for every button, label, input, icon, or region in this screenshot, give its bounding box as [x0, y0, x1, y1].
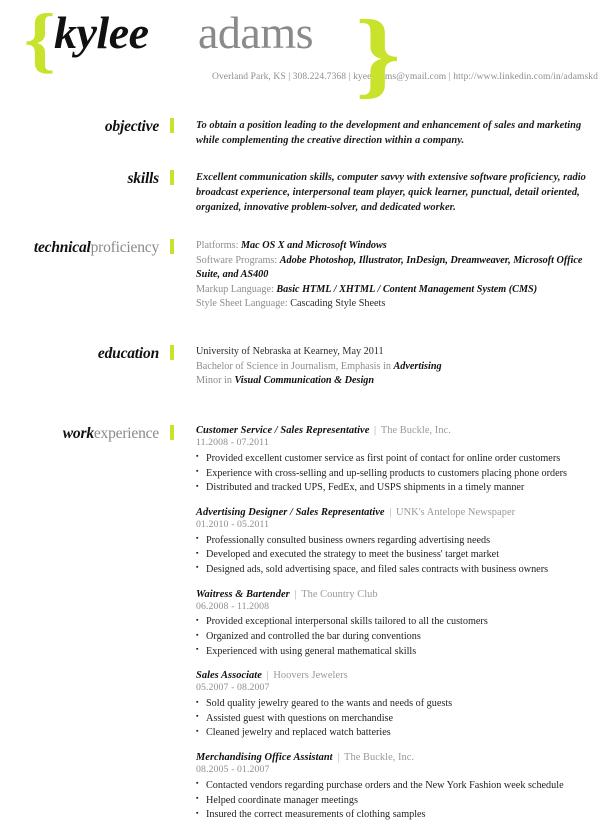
job-bullet: ▪ Contacted vendors regarding purchase orders and the New York Fashion week schedule — [196, 779, 596, 794]
job-dates: 11.2008 - 07.2011 — [196, 437, 269, 449]
job-bullet: ▪ Distributed and tracked UPS, FedEx, and USPS shipments in a timely manner — [196, 481, 596, 496]
objective-text: To obtain a position leading to the development and enhancement of sales and marketing while complementing the creative direction within a company. — [196, 120, 582, 147]
label-strong: technical — [33, 239, 91, 257]
technical-row-value: Adobe Photoshop, Illustrator, InDesign, Dreamweaver, Microsoft Office Suite, and AS400 — [196, 254, 583, 281]
job-separator: | — [334, 752, 343, 764]
section-content-technical — [174, 239, 596, 311]
job-bullet: ▪ Assisted guest with questions on merchandise — [196, 712, 596, 727]
technical-row — [196, 283, 596, 297]
section-content-skills — [174, 170, 596, 215]
job-entry — [196, 752, 596, 823]
minor-prefix: Minor in — [196, 375, 235, 387]
job-entry — [196, 425, 596, 496]
job-entry — [196, 507, 596, 578]
job-separator: | — [386, 506, 395, 518]
technical-row-value: Basic HTML / XHTML / Content Management System (CMS) — [276, 283, 538, 295]
job-title: Sales Associate — [196, 670, 262, 682]
job-header — [196, 670, 596, 681]
last-name: adams — [198, 7, 314, 58]
technical-row — [196, 239, 596, 253]
resume-header — [0, 0, 612, 107]
technical-row-key: Markup Language: — [196, 283, 277, 295]
job-header — [196, 589, 596, 600]
job-header — [196, 507, 596, 518]
technical-row-value: Cascading Style Sheets — [290, 298, 386, 310]
technical-row-key: Style Sheet Language: — [196, 298, 291, 310]
job-separator: | — [291, 588, 300, 600]
job-bullet: ▪ Designed ads, sold advertising space, and filed sales contracts with business owners — [196, 563, 596, 578]
job-bullet: ▪ Developed and executed the strategy to meet the business' target market — [196, 548, 596, 563]
job-title: Waitress & Bartender — [196, 588, 290, 600]
contact-line: Overland Park, KS | 308.224.7368 | kyeeadams@ymail.com | http://www.linkedin.com/in/adamskd — [212, 72, 598, 82]
technical-row-key: Software Programs: — [196, 254, 280, 266]
education-school: University of Nebraska at Kearney, May 2011 — [196, 345, 384, 357]
section-skills — [0, 170, 612, 215]
label-strong: objective — [104, 118, 159, 135]
section-content-objective — [174, 118, 596, 148]
job-separator: | — [263, 670, 272, 682]
minor-emphasis: Visual Communication & Design — [234, 375, 375, 387]
job-company: Hoovers Jewelers — [273, 670, 348, 682]
skills-text: Excellent communication skills, computer savvy with extensive software proficiency, radio broadcast experience, interpersonal team player, quick learner, punctual, detail oriented, organized, innovative problem-solver, and dedicated worker. — [196, 172, 586, 214]
job-entry — [196, 670, 596, 741]
job-header — [196, 425, 596, 436]
job-bullet: ▪ Provided exceptional interpersonal skills tailored to all the customers — [196, 615, 596, 630]
education-degree — [196, 360, 596, 375]
job-bullet-list — [196, 779, 596, 823]
section-label-work — [22, 425, 174, 443]
label-strong: skills — [127, 170, 159, 188]
job-company: The Country Club — [301, 588, 378, 600]
section-education — [0, 345, 612, 389]
accent-bracket-icon — [170, 118, 174, 133]
accent-bracket-icon — [170, 425, 174, 440]
job-bullet: ▪ Insured the correct measurements of clothing samples — [196, 808, 596, 823]
job-title: Advertising Designer / Sales Representative — [196, 506, 385, 518]
section-objective — [0, 118, 612, 148]
job-bullet: ▪ Provided excellent customer service as first point of contact for online order customers — [196, 452, 596, 467]
job-separator: | — [371, 425, 379, 437]
section-content-work — [174, 425, 596, 834]
section-content-education — [174, 345, 596, 389]
job-bullet: ▪ Helped coordinate manager meetings — [196, 794, 596, 809]
job-bullet-list — [196, 534, 596, 578]
technical-row-value: Mac OS X and Microsoft Windows — [241, 240, 387, 252]
brace-open-icon: { — [23, 0, 56, 81]
brace-close-icon: } — [355, 0, 401, 107]
job-bullet: ▪ Sold quality jewelry geared to the wants and needs of guests — [196, 697, 596, 712]
job-dates: 01.2010 - 05.2011 — [196, 518, 270, 530]
section-technical-proficiency — [0, 239, 612, 311]
section-label-objective — [22, 118, 174, 136]
job-title: Merchandising Office Assistant — [196, 752, 333, 764]
label-strong: education — [97, 344, 159, 362]
label-soft: proficiency — [90, 239, 159, 257]
technical-row-key: Platforms: — [196, 240, 241, 252]
job-bullet-list — [196, 452, 596, 496]
section-label-education — [22, 345, 174, 363]
job-company: The Buckle, Inc. — [380, 425, 451, 437]
label-strong: work — [62, 425, 94, 443]
education-minor — [196, 374, 596, 389]
accent-bracket-icon — [170, 170, 174, 185]
accent-bracket-icon — [170, 345, 174, 360]
job-company: UNK's Antelope Newspaper — [396, 506, 516, 518]
job-dates: 08.2005 - 01.2007 — [196, 764, 270, 776]
job-bullet: ▪ Organized and controlled the bar during conventions — [196, 630, 596, 645]
job-header — [196, 752, 596, 763]
job-bullet: ▪ Cleaned jewelry and replaced watch batteries — [196, 726, 596, 741]
job-title: Customer Service / Sales Representative — [196, 425, 370, 437]
job-company: The Buckle, Inc. — [344, 752, 415, 764]
job-bullet-list — [196, 697, 596, 741]
job-bullet: ▪ Experience with cross-selling and up-selling products to customers placing phone orders — [196, 467, 596, 482]
degree-emphasis: Advertising — [393, 360, 442, 372]
degree-prefix: Bachelor of Science in Journalism, Emphasis in — [196, 360, 394, 372]
job-bullet: ▪ Professionally consulted business owners regarding advertising needs — [196, 534, 596, 549]
job-entry — [196, 589, 596, 660]
job-bullet-list — [196, 615, 596, 659]
first-name: kylee — [54, 7, 149, 58]
technical-row — [196, 297, 596, 311]
technical-row — [196, 254, 596, 283]
job-dates: 05.2007 - 08.2007 — [196, 682, 270, 694]
section-label-technical — [22, 239, 174, 257]
accent-bracket-icon — [170, 239, 174, 254]
job-dates: 06.2008 - 11.2008 — [196, 600, 270, 612]
job-bullet: ▪ Experienced with using general mathematical skills — [196, 645, 596, 660]
label-soft: experience — [93, 425, 159, 443]
section-work-experience — [0, 425, 612, 834]
section-label-skills — [22, 170, 174, 188]
